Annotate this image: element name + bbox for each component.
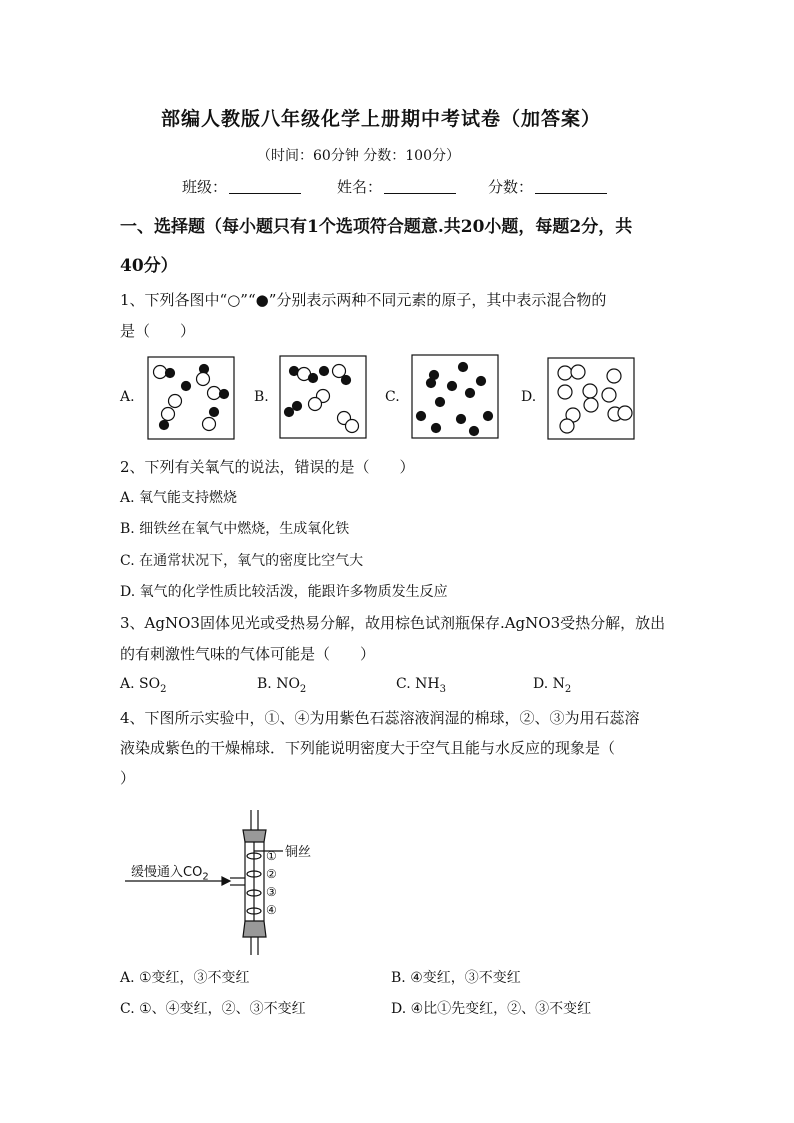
q4-text-line2: 液染成紫色的干燥棉球．下列能说明密度大于空气且能与水反应的现象是（ <box>120 739 616 757</box>
exam-time-score: （时间：60分钟 分数：100分） <box>257 148 460 164</box>
ball-label-4: ④ <box>266 903 277 917</box>
q1-option-a-label: A. <box>120 389 135 405</box>
q1-text-line2: 是（ ） <box>120 322 196 340</box>
q2-option-a[interactable]: A. 氧气能支持燃烧 <box>120 490 238 506</box>
q1-option-d-label: D. <box>521 389 537 405</box>
q2-option-b[interactable]: B. 细铁丝在氧气中燃烧，生成氧化铁 <box>120 521 350 537</box>
q4-text-line1: 4、下图所示实验中，①、④为用紫色石蕊溶液润湿的棉球，②、③为用石蕊溶 <box>120 709 640 727</box>
copper-wire-label: 铜丝 <box>285 845 312 860</box>
q4-text-line3: ） <box>120 769 136 787</box>
q3-option-d-sub: 2 <box>564 683 572 695</box>
q1-option-b-label: B. <box>254 389 269 405</box>
ball-label-1: ① <box>266 849 277 863</box>
bottom-stopper <box>243 921 266 937</box>
q3-option-b-sub: 2 <box>299 683 307 695</box>
ball-label-2: ② <box>266 867 277 881</box>
q2-option-c[interactable]: C. 在通常状况下，氧气的密度比空气大 <box>120 553 364 569</box>
q3-option-c-sub: 3 <box>439 683 446 695</box>
q4-option-d[interactable]: D. ④比①先变红，②、③不变红 <box>391 1001 592 1017</box>
q2-option-d[interactable]: D. 氧气的化学性质比较活泼，能跟许多物质发生反应 <box>120 584 448 600</box>
inlet-label-text: 缓慢通入CO <box>131 865 203 880</box>
q2-text: 2、下列有关氧气的说法，错误的是（ ） <box>120 458 415 476</box>
score-label: 分数： <box>488 178 534 196</box>
inlet-label-sub: 2 <box>202 871 209 883</box>
q3-option-a-sub: 2 <box>160 683 167 695</box>
inlet-label <box>131 861 209 883</box>
q4-option-b[interactable]: B. ④变红，③不变红 <box>391 970 521 986</box>
class-label: 班级： <box>182 178 228 196</box>
q3-text-line2: 的有刺激性气味的气体可能是（ ） <box>120 645 376 663</box>
q4-option-a[interactable]: A. ①变红，③不变红 <box>120 970 250 986</box>
q3-option-c-text: C. NH <box>396 676 440 692</box>
name-label: 姓名： <box>337 178 383 196</box>
q1-option-c-label: C. <box>385 389 400 405</box>
q1-text-line1: 1、下列各图中“○”“●”分别表示两种不同元素的原子，其中表示混合物的 <box>120 291 607 309</box>
section-heading-line2: 40分） <box>120 256 178 276</box>
q3-option-a-text: A. SO <box>120 676 161 692</box>
q3-text-line1: 3、AgNO3固体见光或受热易分解，故用棕色试剂瓶保存.AgNO3受热分解，放出 <box>120 614 666 632</box>
q3-option-d-text: D. N <box>533 676 565 692</box>
q3-option-b-text: B. NO <box>257 676 300 692</box>
top-stopper <box>243 830 266 842</box>
page-title: 部编人教版八年级化学上册期中考试卷（加答案） <box>161 108 602 130</box>
q4-option-c[interactable]: C. ①、④变红，②、③不变红 <box>120 1001 306 1017</box>
section-heading-line1: 一、选择题（每小题只有1个选项符合题意.共20小题，每题2分，共 <box>120 217 633 237</box>
ball-label-3: ③ <box>266 885 277 899</box>
